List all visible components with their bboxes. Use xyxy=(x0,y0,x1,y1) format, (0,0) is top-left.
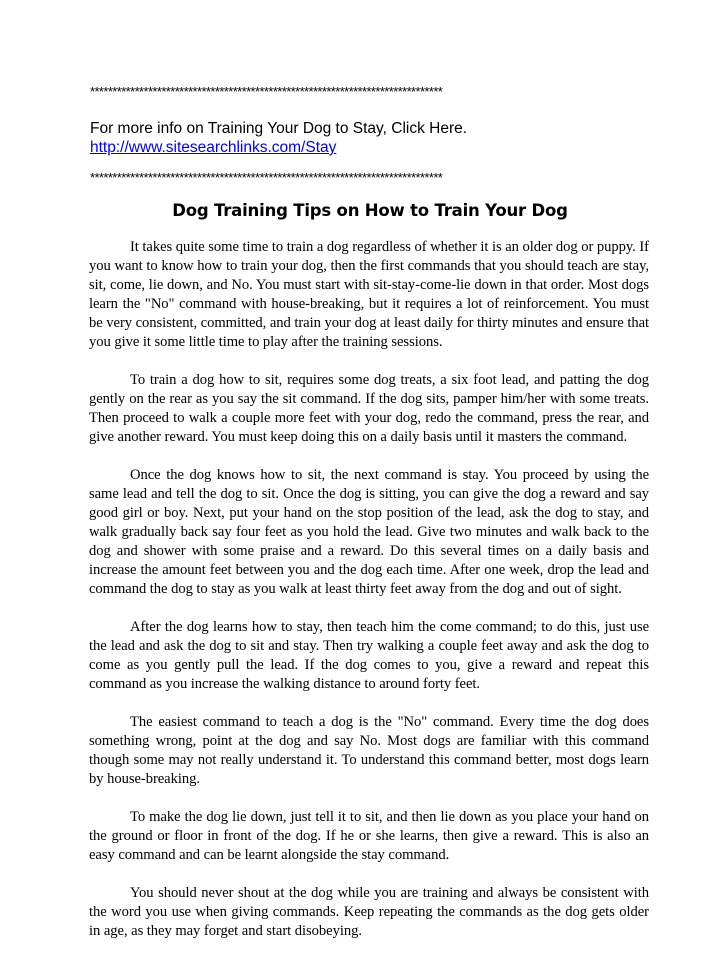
paragraph-3: Once the dog knows how to sit, the next command is stay. You proceed by using the same lead and tell the dog to sit. Once the dog is sitting, you can give the dog a reward and say good girl or boy. Next, put your hand on the stop position of the lead, ask the dog to stay, and walk gradually back say four feet as you hold the lead. Give two minutes and walk back to the dog and shower with some praise and a reward. Do this several times on a daily basis and increase the amount feet between you and the dog each time. After one week, drop the lead and command the dog to stay as you walk at least thirty feet away from the dog and out of sight. xyxy=(89,467,649,597)
paragraph-6: To make the dog lie down, just tell it to sit, and then lie down as you place your hand on the ground or floor in front of the dog. If he or she learns, then give a reward. This is also an easy command and can be learnt alongside the stay command. xyxy=(89,809,649,863)
asterisk-separator-bottom: ******************************************************************************* xyxy=(90,171,443,185)
article-body xyxy=(89,238,649,960)
paragraph-7: You should never shout at the dog while you are training and always be consistent with the word you use when giving commands. Keep repeating the commands as the dog gets older in age, as they may forget and start disobeying. xyxy=(89,885,649,939)
paragraph-5: The easiest command to teach a dog is the "No" command. Every time the dog does something wrong, point at the dog and say No. Most dogs are familiar with this command though some may not really understand it. To understand this command better, most dogs learn by house-breaking. xyxy=(89,714,649,787)
document-title: Dog Training Tips on How to Train Your Dog xyxy=(172,201,568,220)
paragraph-1: It takes quite some time to train a dog regardless of whether it is an older dog or puppy. If you want to know how to train your dog, then the first commands that you should teach are stay, sit, come, lie down, and No. You must start with sit-stay-come-lie down in that order. Most dogs learn the "No" command with house-breaking, but it requires a lot of reinforcement. You must be very consistent, committed, and train your dog at least daily for thirty minutes and ensure that you give it some little time to play after the training sessions. xyxy=(89,239,650,350)
paragraph-2: To train a dog how to sit, requires some dog treats, a six foot lead, and patting the dog gently on the rear as you say the sit command. If the dog sits, pamper him/her with some treats. Then proceed to walk a couple more feet with your dog, redo the command, press the rear, and give another reward. You must keep doing this on a daily basis until it masters the command. xyxy=(89,372,649,445)
document-title-wrap xyxy=(0,200,728,222)
asterisk-separator-top: ******************************************************************************* xyxy=(90,85,443,99)
info-block xyxy=(90,119,467,157)
stay-link[interactable]: http://www.sitesearchlinks.com/Stay xyxy=(90,139,337,156)
paragraph-4: After the dog learns how to stay, then teach him the come command; to do this, just use the lead and ask the dog to sit and stay. Then try walking a couple feet away and ask the dog to come as you gently pull the lead. If the dog comes to you, give a reward and repeat this command as you increase the walking distance to around forty feet. xyxy=(89,619,649,692)
info-line: For more info on Training Your Dog to Stay, Click Here. xyxy=(90,120,468,137)
